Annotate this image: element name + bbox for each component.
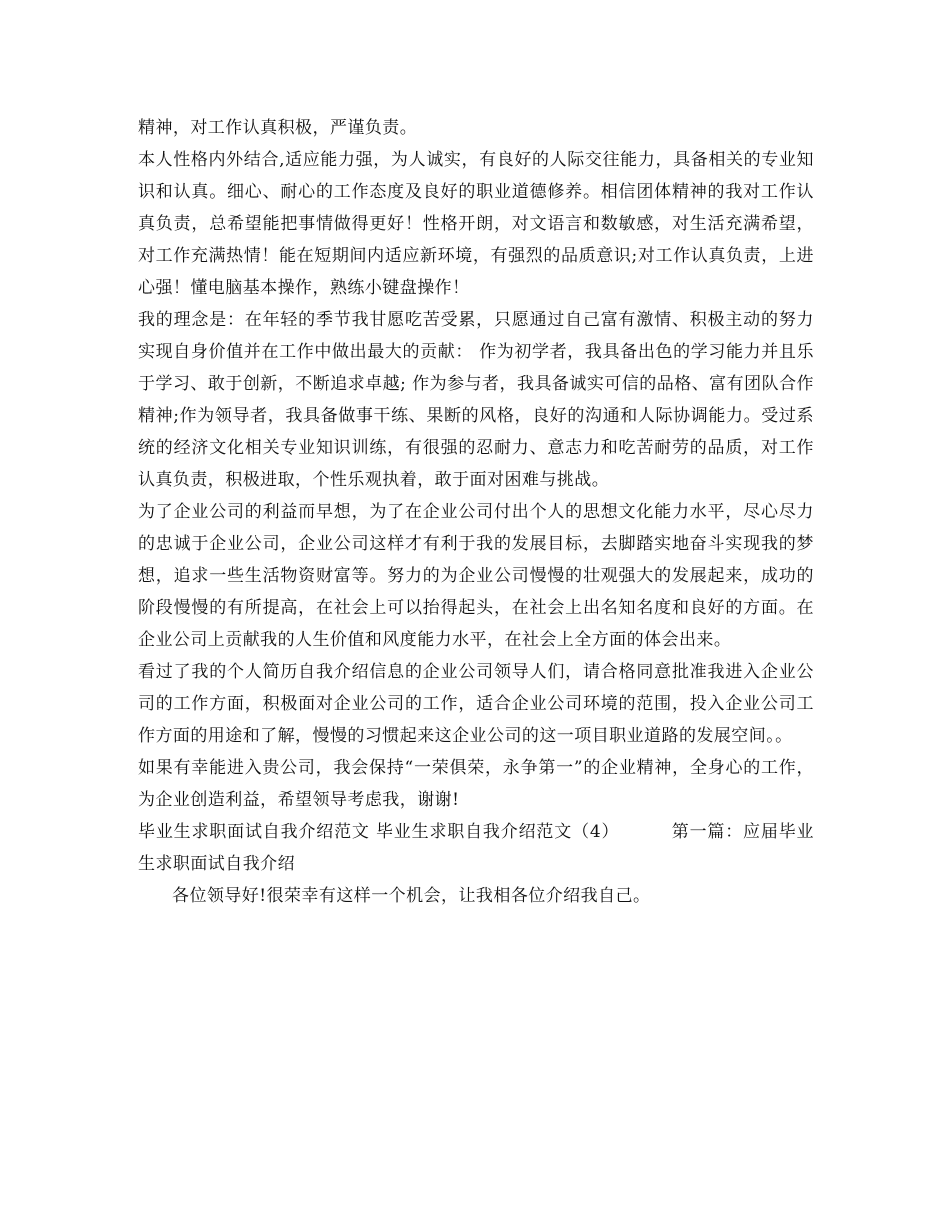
paragraph-request: 看过了我的个人简历自我介绍信息的企业公司领导人们，请合格同意批准我进入企业公司的工作方面，积极面对企业公司的工作，适合企业公司环境的范围，投入企业公司工作方面的用途和了解，慢慢的习惯起来这企业公司的这一项目职业道路的发展空间。。 bbox=[138, 662, 814, 746]
paragraph-company-goals: 为了企业公司的利益而早想，为了在企业公司付出个人的思想文化能力水平，尽心尽力的忠诚于企业公司，企业公司这样才有利于我的发展目标，去脚踏实地奋斗实现我的梦想，追求一些生活物资财富等。努力的为企业公司慢慢的壮观强大的发展起来，成功的阶段慢慢的有所提高，在社会上可以抬得起头，在社会上出名知名度和良好的方面。在企业公司上贡献我的人生价值和风度能力水平，在社会上全方面的体会出来。 bbox=[138, 502, 814, 650]
paragraph-philosophy: 我的理念是：在年轻的季节我甘愿吃苦受累，只愿通过自己富有激情、积极主动的努力实现自身价值并在工作中做出最大的贡献： 作为初学者，我具备出色的学习能力并且乐于学习、敢于创新，不断追求卓越; 作为参与者，我具备诚实可信的品格、富有团队合作精神;作为领导者，我具备做事干练、果断的风格，良好的沟通和人际协调能力。受过系统的经济文化相关专业知识训练，有很强的忍耐力、意志力和吃苦耐劳的品质，对工作认真负责，积极进取，个性乐观执着，敢于面对困难与挑战。 bbox=[138, 310, 814, 490]
opening-line: 各位领导好!很荣幸有这样一个机会，让我相各位介绍我自己。 bbox=[172, 886, 651, 906]
paragraph-closing: 如果有幸能进入贵公司，我会保持“一荣俱荣，永争第一”的企业精神，全身心的工作，为企业创造利益，希望领导考虑我，谢谢! bbox=[138, 758, 814, 810]
paragraph-work-attitude: 精神，对工作认真积极，严谨负责。 bbox=[138, 118, 418, 138]
section-heading bbox=[138, 816, 814, 880]
heading-subtitle: 第一篇：应届毕业生求职面试自我介绍 bbox=[138, 822, 814, 874]
document-page bbox=[138, 112, 814, 912]
paragraph-personality: 本人性格内外结合,适应能力强，为人诚实，有良好的人际交往能力，具备相关的专业知识和认真。细心、耐心的工作态度及良好的职业道德修养。相信团体精神的我对工作认真负责，总希望能把事情做得更好！性格开朗，对文语言和数敏感，对生活充满希望，对工作充满热情！能在短期间内适应新环境，有强烈的品质意识;对工作认真负责，上进心强！懂电脑基本操作，熟练小键盘操作！ bbox=[138, 150, 814, 298]
heading-title: 毕业生求职面试自我介绍范文 毕业生求职自我介绍范文（4） bbox=[138, 822, 620, 842]
